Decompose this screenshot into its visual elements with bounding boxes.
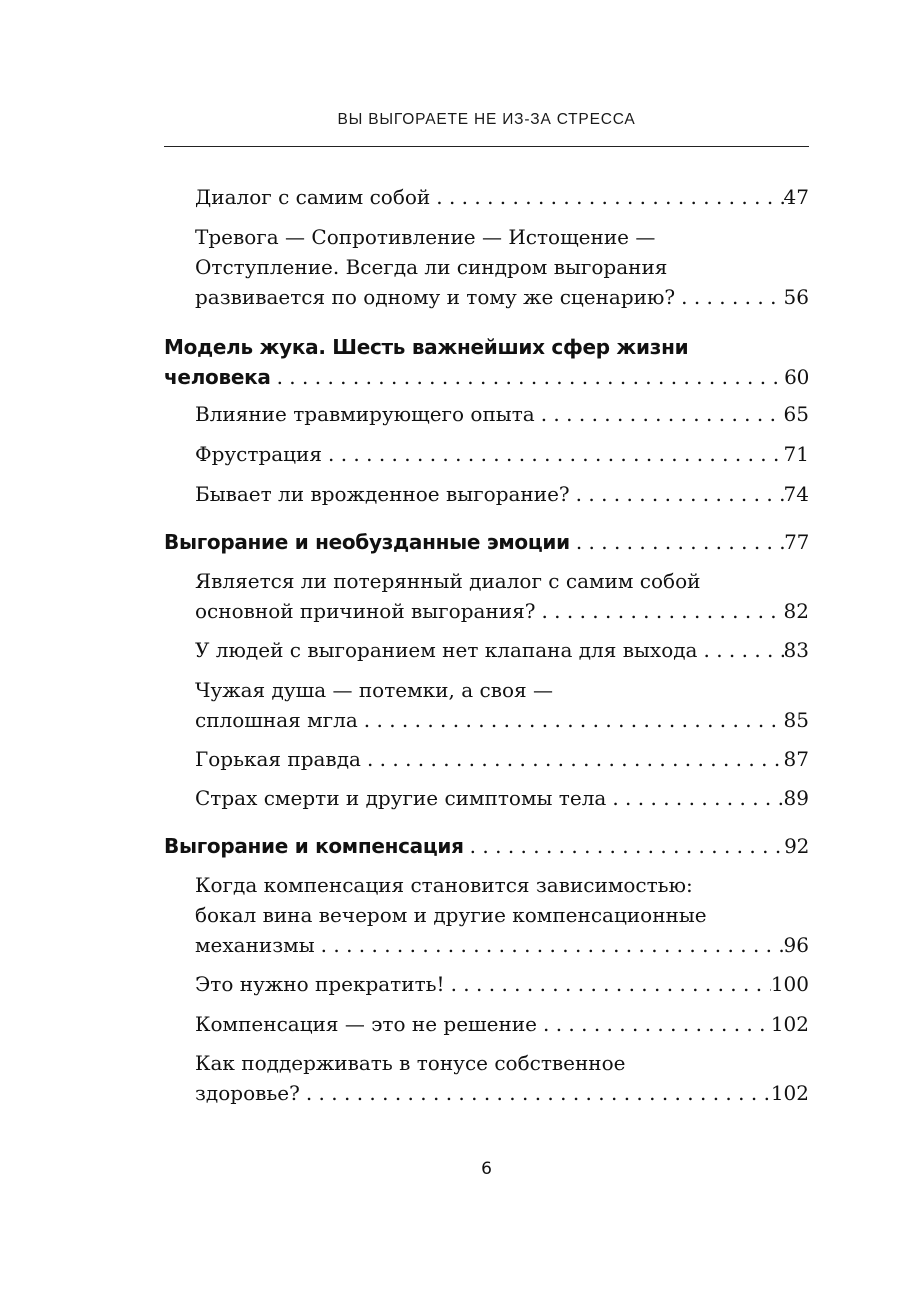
toc-page-number: 47 [783,185,809,209]
toc-section-entry [195,1048,809,1108]
toc-chapter-entry [164,332,809,392]
toc-entry-title-line: Страх смерти и другие симптомы тела [195,786,607,810]
toc-entry-title-line: механизмы [195,933,315,957]
toc-entry-last-line [195,930,809,960]
dot-leader [535,399,784,429]
toc-entry-title-line: Тревога — Сопротивление — Истощение — [195,225,656,249]
toc-entry-title-line: Отступление. Всегда ли синдром выгорания [195,255,668,279]
dot-leader [322,439,784,469]
toc-page-number: 83 [783,638,809,662]
toc-entry-title-line: Когда компенсация становится зависимостью: [195,873,693,897]
toc-section-entry [195,1009,809,1039]
dot-leader [570,527,784,557]
toc-entry-last-line [164,527,809,557]
toc-page-number: 96 [783,933,809,957]
toc-entry-title-line: Влияние травмирующего опыта [195,402,535,426]
toc-entry-last-line [195,635,809,665]
toc-entry-title-line: основной причиной выгорания? [195,599,536,623]
toc-entry-title-line: У людей с выгоранием нет клапана для выхода [195,638,698,662]
dot-leader [445,969,771,999]
dot-leader [271,362,785,392]
toc-entry-last-line [164,831,809,861]
toc-section-entry [195,399,809,429]
toc-entry-last-line [195,282,809,312]
toc-section-entry [195,675,809,735]
dot-leader [697,635,783,665]
toc-section-entry [195,870,809,960]
toc-entry-title-line: Чужая душа — потемки, а своя — [195,678,553,702]
toc-section-entry [195,566,809,626]
header-rule [164,146,809,147]
dot-leader [464,831,784,861]
toc-entry-title-line: развивается по одному и тому же сценарию? [195,285,676,309]
toc-page-number: 60 [784,365,809,389]
toc-page-number: 102 [770,1012,809,1036]
toc-page-number: 100 [770,972,809,996]
toc-chapter-entry [164,527,809,557]
dot-leader [358,705,784,735]
toc-section-entry [195,635,809,665]
dot-leader [300,1078,771,1108]
toc-entry-title-line: Выгорание и компенсация [164,834,464,858]
toc-section-entry [195,479,809,509]
dot-leader [606,783,783,813]
toc-entry-title-line: Является ли потерянный диалог с самим собой [195,569,701,593]
toc-entry-last-line [195,399,809,429]
toc-page-number: 87 [783,747,809,771]
dot-leader [535,596,783,626]
toc-section-entry [195,222,809,312]
dot-leader [537,1009,771,1039]
toc-page-number: 65 [783,402,809,426]
toc-entry-title-line: Компенсация — это не решение [195,1012,537,1036]
toc-page-number: 74 [783,482,809,506]
toc-entry-last-line [195,479,809,509]
toc-entry-last-line [195,705,809,735]
toc-entry-title-line: Бывает ли врожденное выгорание? [195,482,570,506]
toc-entry-last-line [164,362,809,392]
toc-entry-last-line [195,596,809,626]
toc-page-number: 92 [784,834,809,858]
toc-page-number: 82 [783,599,809,623]
toc-section-entry [195,969,809,999]
toc-entry-title-line: Выгорание и необузданные эмоции [164,530,570,554]
toc-entry-last-line [195,744,809,774]
toc-entry-title-line: Фрустрация [195,442,322,466]
toc-section-entry [195,182,809,212]
toc-entry-title-line: сплошная мгла [195,708,358,732]
toc-page-number: 77 [784,530,809,554]
toc-entry-title-line: Как поддерживать в тонусе собственное [195,1051,626,1075]
toc-entry-title-line: Модель жука. Шесть важнейших сфер жизни [164,335,689,359]
toc-entry-title-line: здоровье? [195,1081,300,1105]
toc-entry-last-line [195,783,809,813]
toc-entry-title-line: бокал вина вечером и другие компенсационные [195,903,707,927]
toc-page-number: 85 [783,708,809,732]
dot-leader [570,479,784,509]
page-number: 6 [481,1159,492,1179]
toc-page-number: 71 [783,442,809,466]
toc-page-number: 102 [770,1081,809,1105]
toc-section-entry [195,744,809,774]
toc-chapter-entry [164,831,809,861]
toc-entry-last-line [195,439,809,469]
running-header: ВЫ ВЫГОРАЕТЕ НЕ ИЗ-ЗА СТРЕССА [337,111,636,128]
toc-entry-title-line: Горькая правда [195,747,361,771]
toc-entry-last-line [195,1078,809,1108]
toc-page-number: 56 [783,285,809,309]
toc-section-entry [195,439,809,469]
toc-entry-last-line [195,182,809,212]
toc-entry-title-line: Диалог с самим собой [195,185,431,209]
toc-entry-last-line [195,969,809,999]
dot-leader [430,182,783,212]
toc-section-entry [195,783,809,813]
toc-entry-last-line [195,1009,809,1039]
dot-leader [361,744,784,774]
toc-page-number: 89 [783,786,809,810]
dot-leader [315,930,784,960]
toc-entry-title-line: Это нужно прекратить! [195,972,445,996]
dot-leader [675,282,783,312]
toc-entry-title-line: человека [164,365,271,389]
